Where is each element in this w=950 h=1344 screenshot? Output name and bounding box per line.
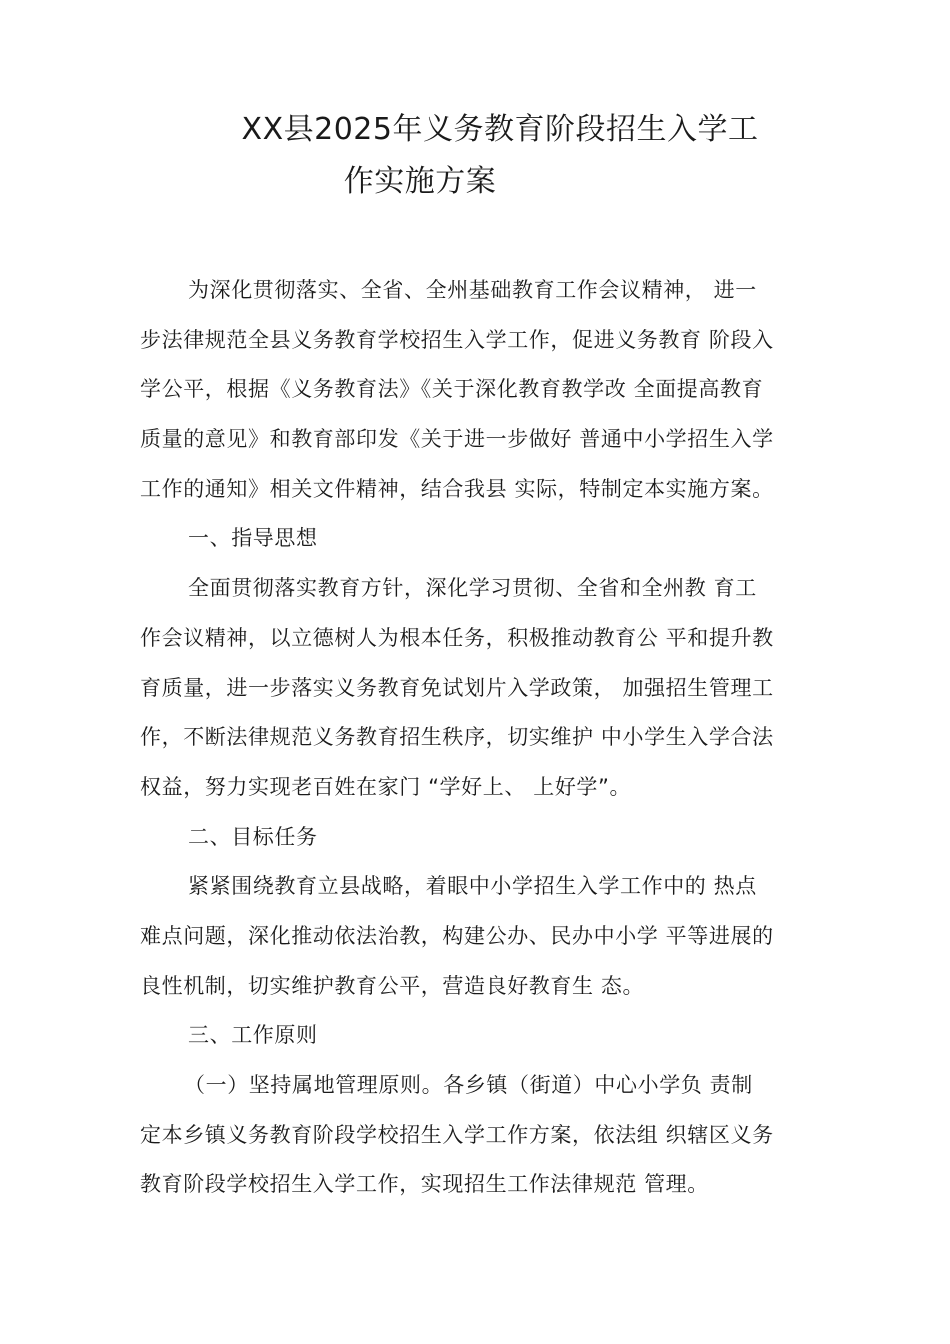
paragraph-line: 紧紧围绕教育立县战略，着眼中小学招生入学工作中的 热点 — [188, 874, 757, 899]
paragraph-line: 权益，努力实现老百姓在家门 “学好上、 上好学”。 — [140, 774, 632, 799]
paragraph-line: 作，不断法律规范义务教育招生秩序，切实维护 中小学生入学合法 — [140, 725, 774, 750]
section-heading: 三、工作原则 — [188, 1023, 318, 1048]
paragraph-line: 教育阶段学校招生入学工作，实现招生工作法律规范 管理。 — [140, 1172, 709, 1197]
section-heading: 二、目标任务 — [188, 824, 318, 849]
paragraph-line: 步法律规范全县义务教育学校招生入学工作，促进义务教育 阶段入 — [140, 327, 774, 352]
document-body — [140, 266, 830, 1210]
paragraph-line: 育质量，进一步落实义务教育免试划片入学政策， 加强招生管理工 — [140, 675, 774, 700]
section-heading: 一、指导思想 — [188, 526, 318, 551]
paragraph-line: （一）坚持属地管理原则。各乡镇（街道）中心小学负 责制 — [184, 1073, 753, 1097]
paragraph-line: 全面贯彻落实教育方针，深化学习贯彻、全省和全州教 育工 — [188, 576, 757, 601]
paragraph-line: 学公平，根据《义务教育法》《关于深化教育教学改 全面提高教育 — [140, 377, 764, 402]
paragraph-line: 定本乡镇义务教育阶段学校招生入学工作方案，依法组 织辖区义务 — [140, 1122, 774, 1147]
paragraph-line: 作会议精神，以立德树人为根本任务，积极推动教育公 平和提升教 — [140, 625, 774, 650]
paragraph-line: 为深化贯彻落实、全省、全州基础教育工作会议精神， 进一 — [188, 278, 757, 302]
paragraph-line: 良性机制，切实维护教育公平，营造良好教育生 态。 — [140, 973, 645, 998]
paragraph-line: 难点问题，深化推动依法治教，构建公办、民办中小学 平等进展的 — [140, 923, 774, 948]
paragraph-line: 质量的意见》和教育部印发《关于进一步做好 普通中小学招生入学 — [140, 427, 774, 452]
document-title-line-2: 作实施方案 — [343, 164, 497, 199]
document-title-line-1: XX县2025年义务教育阶段招生入学工 — [241, 112, 759, 147]
paragraph-line: 工作的通知》相关文件精神，结合我县 实际，特制定本实施方案。 — [140, 476, 774, 501]
